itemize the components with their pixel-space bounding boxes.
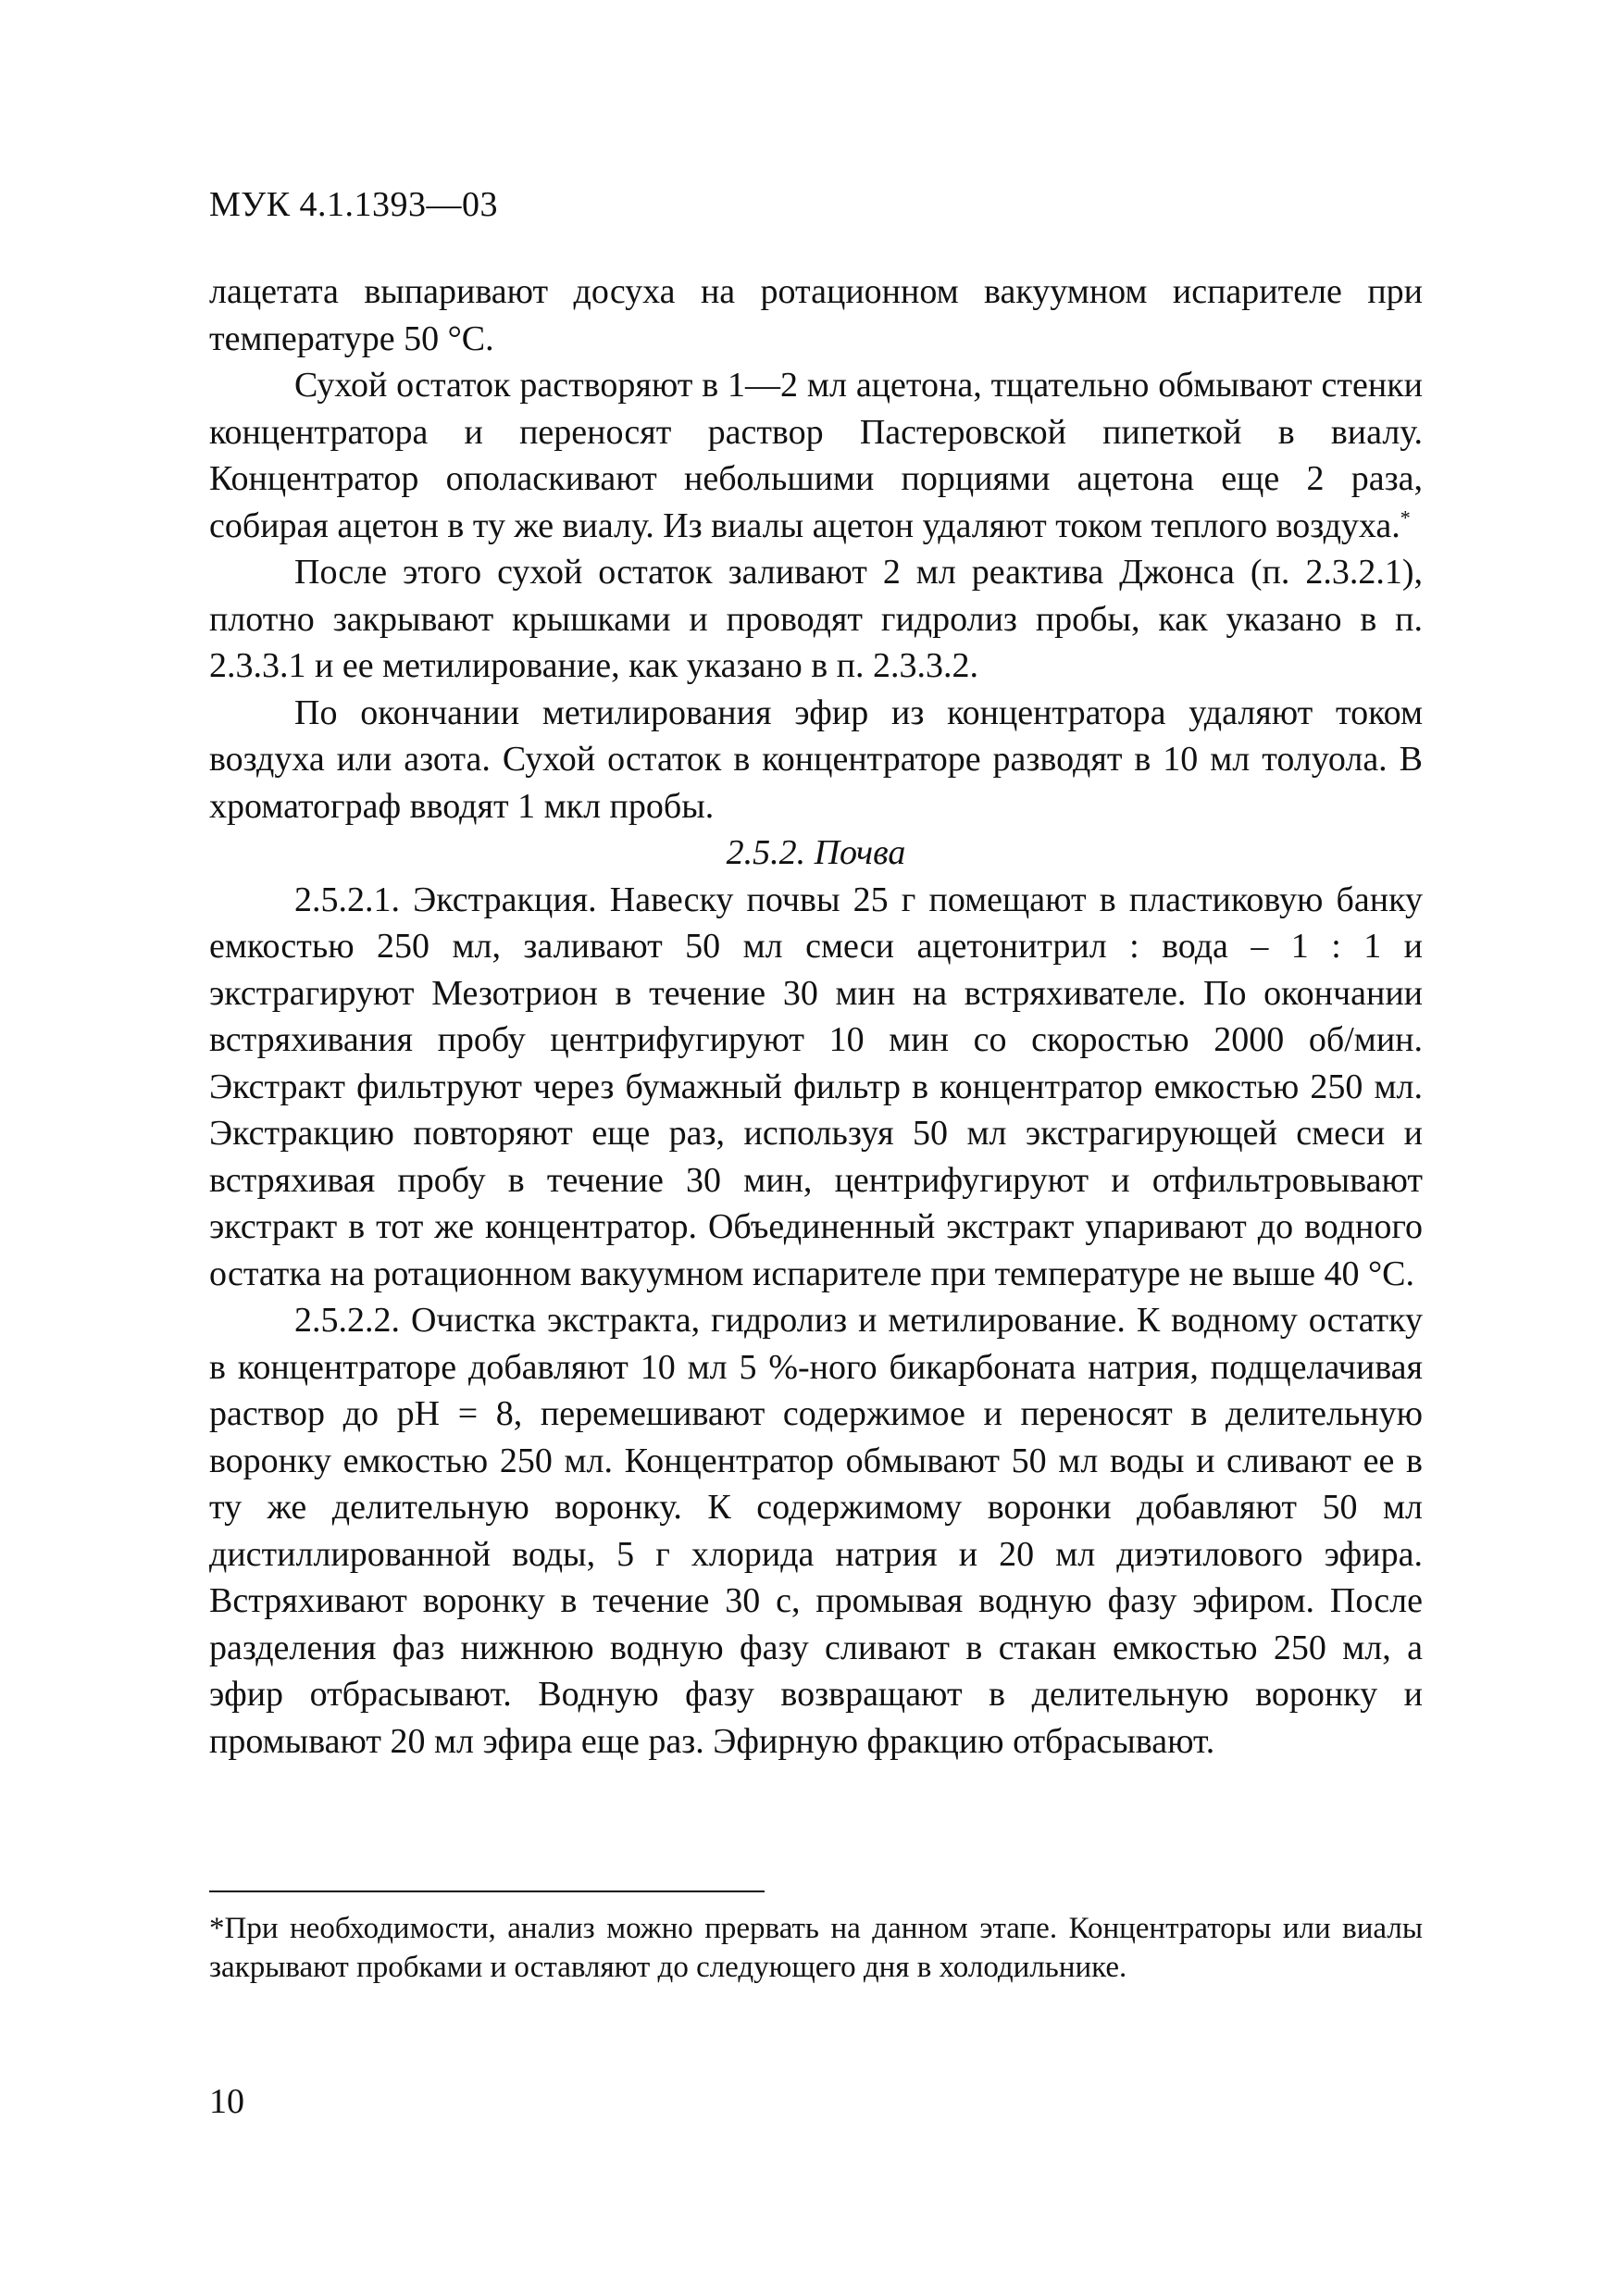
paragraph-methylation-end: По окончании метилирования эфир из концентратора удаляют током воздуха или азота. Сухой остаток в концентраторе разводят в 10 мл толуола. В хроматограф вводят 1 мкл пробы. bbox=[209, 693, 1423, 826]
footnote: *При необходимости, анализ можно прервать на данном этапе. Концентраторы или виалы закрывают пробками и оставляют до следующего дня в холодильнике. bbox=[209, 1912, 1423, 1984]
main-text bbox=[209, 268, 1423, 1765]
paragraph-purification: 2.5.2.2. Очистка экстракта, гидролиз и метилирование. К водному остатку в концентраторе добавляют 10 мл 5 %-ного бикарбоната натрия, подщелачивая раствор до рН = 8, перемешивают содержимое и переносят в делительную воронку емкостью 250 мл. Концентратор обмывают 50 мл воды и сливают ее в ту же делительную воронку. К содержимому воронки добавляют 50 мл дистиллированной воды, 5 г хлорида натрия и 20 мл диэтилового эфира. Встряхивают воронку в течение 30 с, промывая водную фазу эфиром. После разделения фаз нижнюю водную фазу сливают в стакан емкостью 250 мл, а эфир отбрасывают. Водную фазу возвращают в делительную воронку и промывают 20 мл эфира еще раз. Эфирную фракцию отбрасывают. bbox=[209, 1301, 1423, 1761]
paragraph-continuation: лацетата выпаривают досуха на ротационном вакуумном испарителе при температуре 50 °С. bbox=[209, 272, 1423, 358]
paragraph-dry-residue-text: Сухой остаток растворяют в 1—2 мл ацетона, тщательно обмывают стенки концентратора и переносят раствор Пастеровской пипеткой в виалу. Концентратор ополаскивают небольшими порциями ацетона еще 2 раза, собирая ацетон в ту же виалу. Из виалы ацетон удаляют током теплого воздуха. bbox=[209, 366, 1423, 545]
footnote-divider bbox=[209, 1890, 765, 1892]
document-code-header: МУК 4.1.1393—03 bbox=[209, 185, 499, 224]
paragraph-extraction: 2.5.2.1. Экстракция. Навеску почвы 25 г помещают в пластиковую банку емкостью 250 мл, заливают 50 мл смеси ацетонитрил : вода – 1 : 1 и экстрагируют Мезотрион в течение 30 мин на встряхивателе. По окончании встряхивания пробу центрифугируют 10 мин со скоростью 2000 об/мин. Экстракт фильтруют через бумажный фильтр в концентратор емкостью 250 мл. Экстракцию повторяют еще раз, используя 50 мл экстрагирующей смеси и встряхивая пробу в течение 30 мин, центрифугируют и отфильтровывают экстракт в тот же концентратор. Объединенный экстракт упаривают до водного остатка на ротационном вакуумном испарителе при температуре не выше 40 °С. bbox=[209, 880, 1423, 1293]
paragraph-dry-residue bbox=[209, 362, 1423, 549]
footnote-marker: * bbox=[1400, 505, 1411, 529]
page-number: 10 bbox=[209, 2082, 244, 2121]
section-subheading: 2.5.2. Почва bbox=[726, 833, 906, 872]
paragraph-jones-reagent: После этого сухой остаток заливают 2 мл реактива Джонса (п. 2.3.2.1), плотно закрывают крышками и проводят гидролиз пробы, как указано в п. 2.3.3.1 и ее метилирование, как указано в п. 2.3.3.2. bbox=[209, 553, 1423, 685]
